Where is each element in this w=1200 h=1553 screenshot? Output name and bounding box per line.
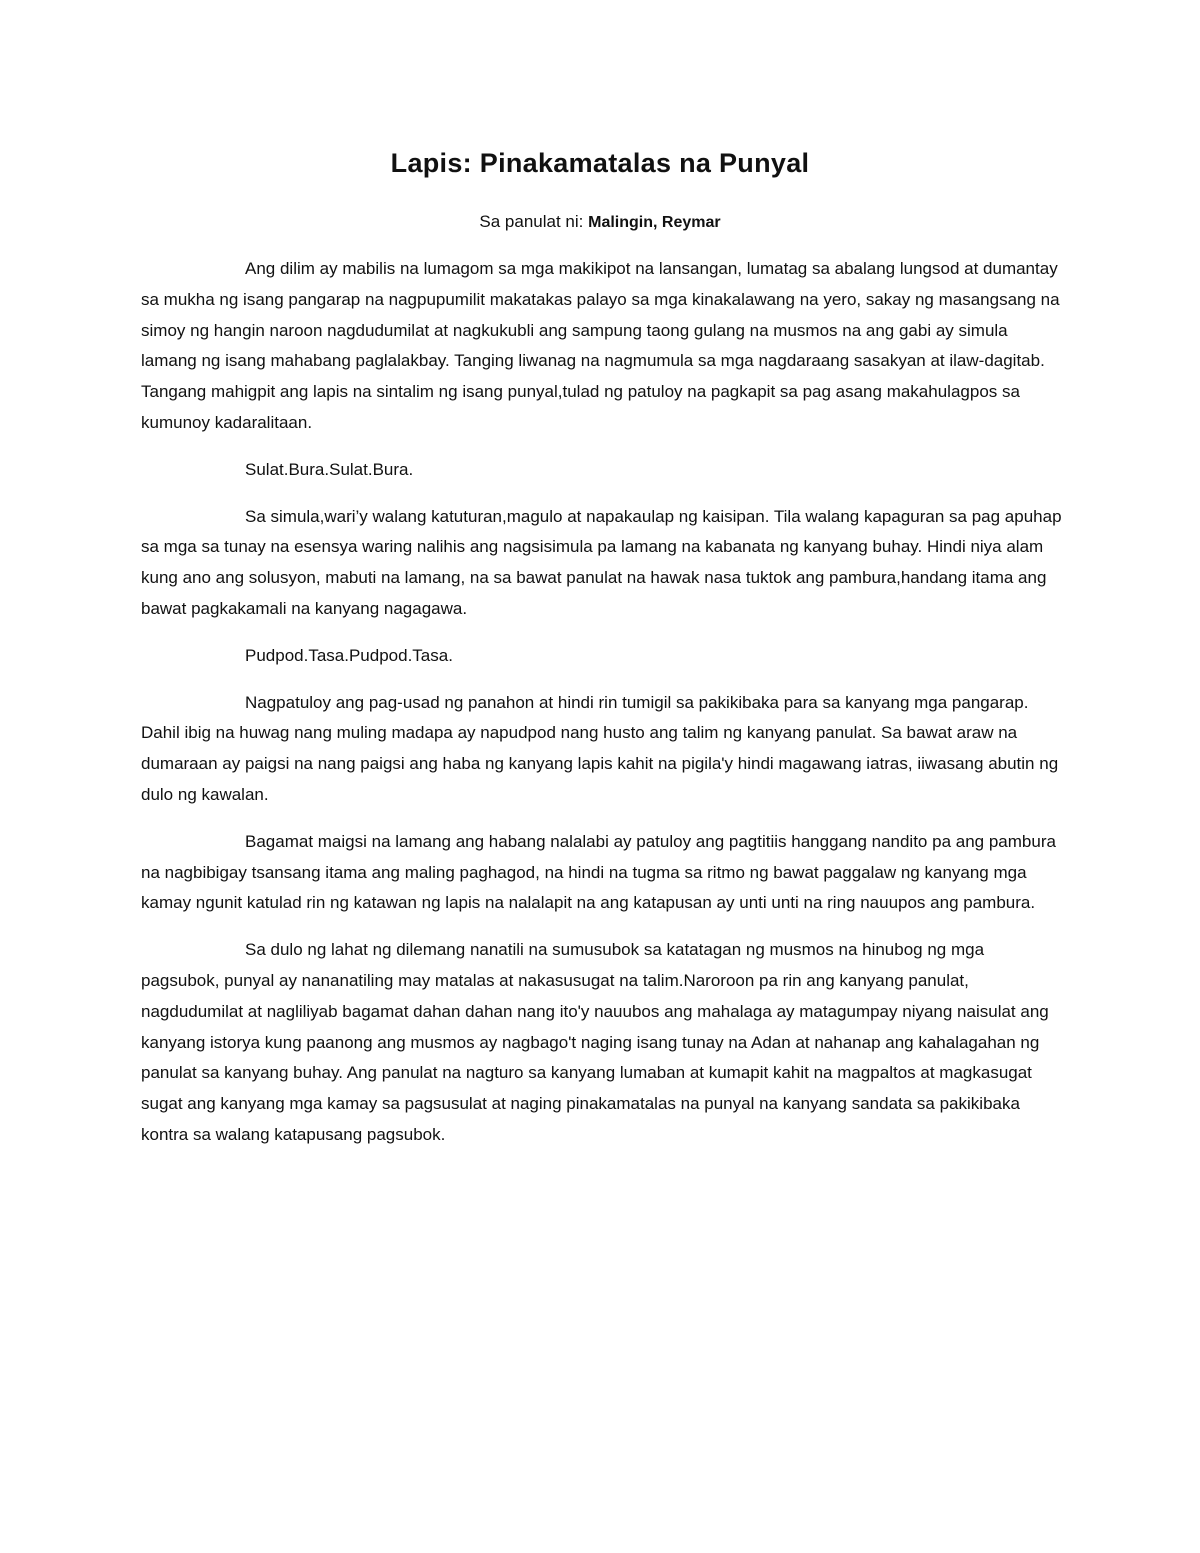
byline [0, 209, 1200, 236]
paragraph: Sa simula,wari’y walang katuturan,magulo at napakaulap ng kaisipan. Tila walang kapaguran sa pag apuhap sa mga sa tunay na esensya waring nalihis ang nagsisimula pa lamang na kabanata ng kanyang buhay. Hindi niya alam kung ano ang solusyon, mabuti na lamang, na sa bawat panulat na hawak nasa tuktok ang pambura,handang itama ang bawat pagkakamali na kanyang nagagawa. [141, 506, 1062, 618]
paragraph: Sulat.Bura.Sulat.Bura. [245, 459, 414, 479]
document-body [141, 254, 1063, 1167]
paragraph: Ang dilim ay mabilis na lumagom sa mga makikipot na lansangan, lumatag sa abalang lungsod at dumantay sa mukha ng isang pangarap na nagpupumilit makatakas palayo sa mga kinakalawang na yero, sakay ng masangsang na simoy ng hangin naroon nagdudumilat at nagkukubli ang sampung taong gulang na musmos na ang gabi ay simula lamang ng isang mahabang paglalakbay. Tanging liwanag na nagmumula sa mga nagdaraang sasakyan at ilaw-dagitab. Tangang mahigpit ang lapis na sintalim ng isang punyal,tulad ng patuloy na pagkapit sa pag asang makahulagpos sa kumunoy kadaralitaan. [141, 259, 1060, 432]
paragraph: Sa dulo ng lahat ng dilemang nanatili na sumusubok sa katatagan ng musmos na hinubog ng mga pagsubok, punyal ay nananatiling may matalas at nakasusugat na talim.Naroroon pa rin ang kanyang panulat, nagdudumilat at nagliliyab bagamat dahan dahan nang ito'y nauubos ang mahalaga ay matagumpay niyang naisulat ang kanyang istorya kung paanong ang musmos ay nagbago't naging isang tunay na Adan at nahanap ang kahalagahan ng panulat sa kanyang buhay. Ang panulat na nagturo sa kanyang lumaban at kumapit kahit na magpaltos at magkasugat sugat ang kanyang mga kamay sa pagsusulat at naging pinakamatalas na punyal na kanyang sandata sa pakikibaka kontra sa walang katapusang pagsubok. [141, 940, 1049, 1144]
paragraph: Pudpod.Tasa.Pudpod.Tasa. [245, 645, 453, 665]
paragraph: Nagpatuloy ang pag-usad ng panahon at hindi rin tumigil sa pakikibaka para sa kanyang mga pangarap. Dahil ibig na huwag nang muling madapa ay napudpod nang husto ang talim ng kanyang panulat. Sa bawat araw na dumaraan ay paigsi na nang paigsi ang haba ng kanyang lapis kahit na pigila'y hindi magawang iatras, iiwasang abutin ng dulo ng kawalan. [141, 692, 1059, 804]
author-name: Malingin, Reymar [588, 214, 721, 231]
byline-prefix: Sa panulat ni: [479, 212, 589, 231]
document-title: Lapis: Pinakamatalas na Punyal [390, 148, 810, 178]
paragraph: Bagamat maigsi na lamang ang habang nalalabi ay patuloy ang pagtitiis hanggang nandito pa ang pambura na nagbibigay tsansang itama ang maling paghagod, na hindi na tugma sa ritmo ng bawat paggalaw ng kanyang mga kamay ngunit katulad rin ng katawan ng lapis na nalalapit na ang katapusan ay unti unti na ring nauupos ang pambura. [141, 831, 1056, 913]
